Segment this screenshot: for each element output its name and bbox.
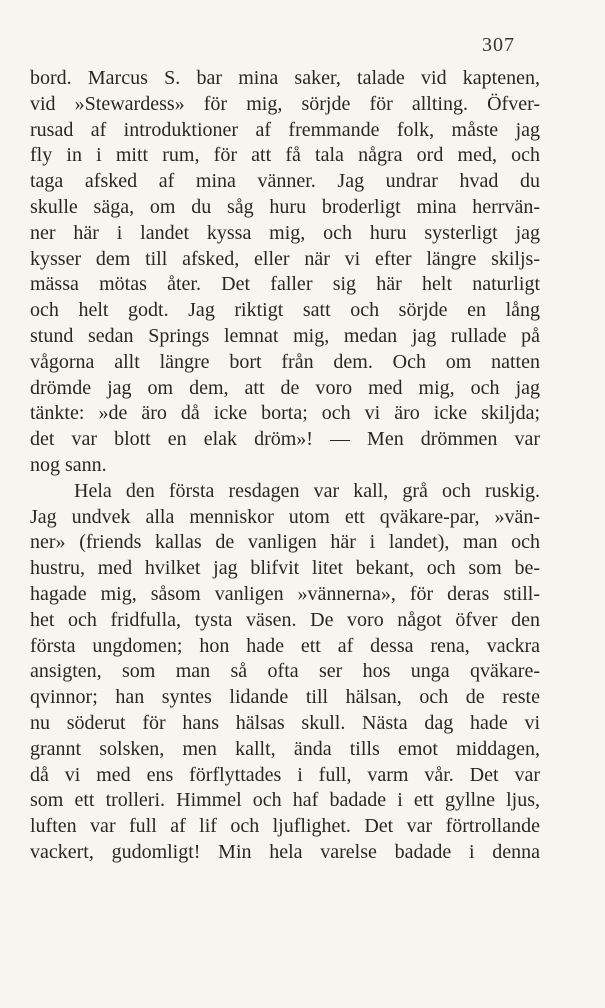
- text-line: stund sedan Springs lemnat mig, medan jag rullade på: [30, 324, 540, 347]
- text-line: ner» (friends kallas de vanligen här i landet), man och: [30, 531, 540, 554]
- text-line: bord. Marcus S. bar mina saker, talade vid kaptenen,: [30, 67, 540, 89]
- text-line: vackert, gudomligt! Min hela varelse badade i denna: [30, 840, 540, 863]
- text-line: hagade mig, såsom vanligen »vännerna», för deras still-: [30, 582, 540, 605]
- text-line: rusad af introduktioner af fremmande folk, måste jag: [30, 118, 540, 141]
- text-line: som ett trolleri. Himmel och haf badade i ett gyllne ljus,: [30, 789, 540, 812]
- text-line: fly in i mitt rum, för att få tala några ord med, och: [30, 144, 540, 167]
- text-line: då vi med ens förflyttades i full, varm vår. Det var: [30, 763, 540, 786]
- text-line: het och fridfulla, tysta väsen. De voro något öfver den: [30, 608, 540, 631]
- page-number: 307: [482, 34, 515, 56]
- text-line: vågorna allt längre bort från dem. Och om natten: [30, 350, 540, 373]
- text-line: hustru, med hvilket jag blifvit litet bekant, och som be-: [30, 557, 540, 580]
- text-line: och helt godt. Jag riktigt satt och sörjde en lång: [30, 299, 540, 322]
- text-line: nu söderut för hans hälsas skull. Nästa dag hade vi: [30, 711, 540, 734]
- text-line: skulle säga, om du såg huru broderligt mina herrvän-: [30, 195, 540, 218]
- text-line: ner här i landet kyssa mig, och huru systerligt jag: [30, 221, 540, 244]
- text-line: luften var full af lif och ljuflighet. Det var förtrollande: [30, 815, 540, 838]
- text-line: vid »Stewardess» för mig, sörjde för allting. Öfver-: [30, 92, 540, 115]
- text-line: taga afsked af mina vänner. Jag undrar hvad du: [30, 170, 540, 193]
- text-line: mässa mötas åter. Det faller sig här helt naturligt: [30, 273, 540, 296]
- text-line: ansigten, som man så ofta ser hos unga qväkare-: [30, 660, 540, 683]
- text-line: kysser dem till afsked, eller när vi efter längre skiljs-: [30, 247, 540, 270]
- text-line: tänkte: »de äro då icke borta; och vi äro icke skiljda;: [30, 402, 540, 425]
- text-line: qvinnor; han syntes lidande till hälsan, och de reste: [30, 686, 540, 709]
- text-line: det var blott en elak dröm»! — Men drömmen var: [30, 428, 540, 451]
- text-line: Jag undvek alla menniskor utom ett qväkare-par, »vän-: [30, 505, 540, 528]
- text-line-paragraph-start: Hela den första resdagen var kall, grå och ruskig.: [74, 479, 540, 502]
- text-line: första ungdomen; hon hade ett af dessa rena, vackra: [30, 634, 540, 657]
- text-line-paragraph-end: nog sann.: [30, 453, 107, 476]
- body-text: [30, 66, 540, 866]
- text-line: drömde jag om dem, att de voro med mig, och jag: [30, 376, 540, 399]
- text-line: grannt solsken, men kallt, ända tills emot middagen,: [30, 737, 540, 760]
